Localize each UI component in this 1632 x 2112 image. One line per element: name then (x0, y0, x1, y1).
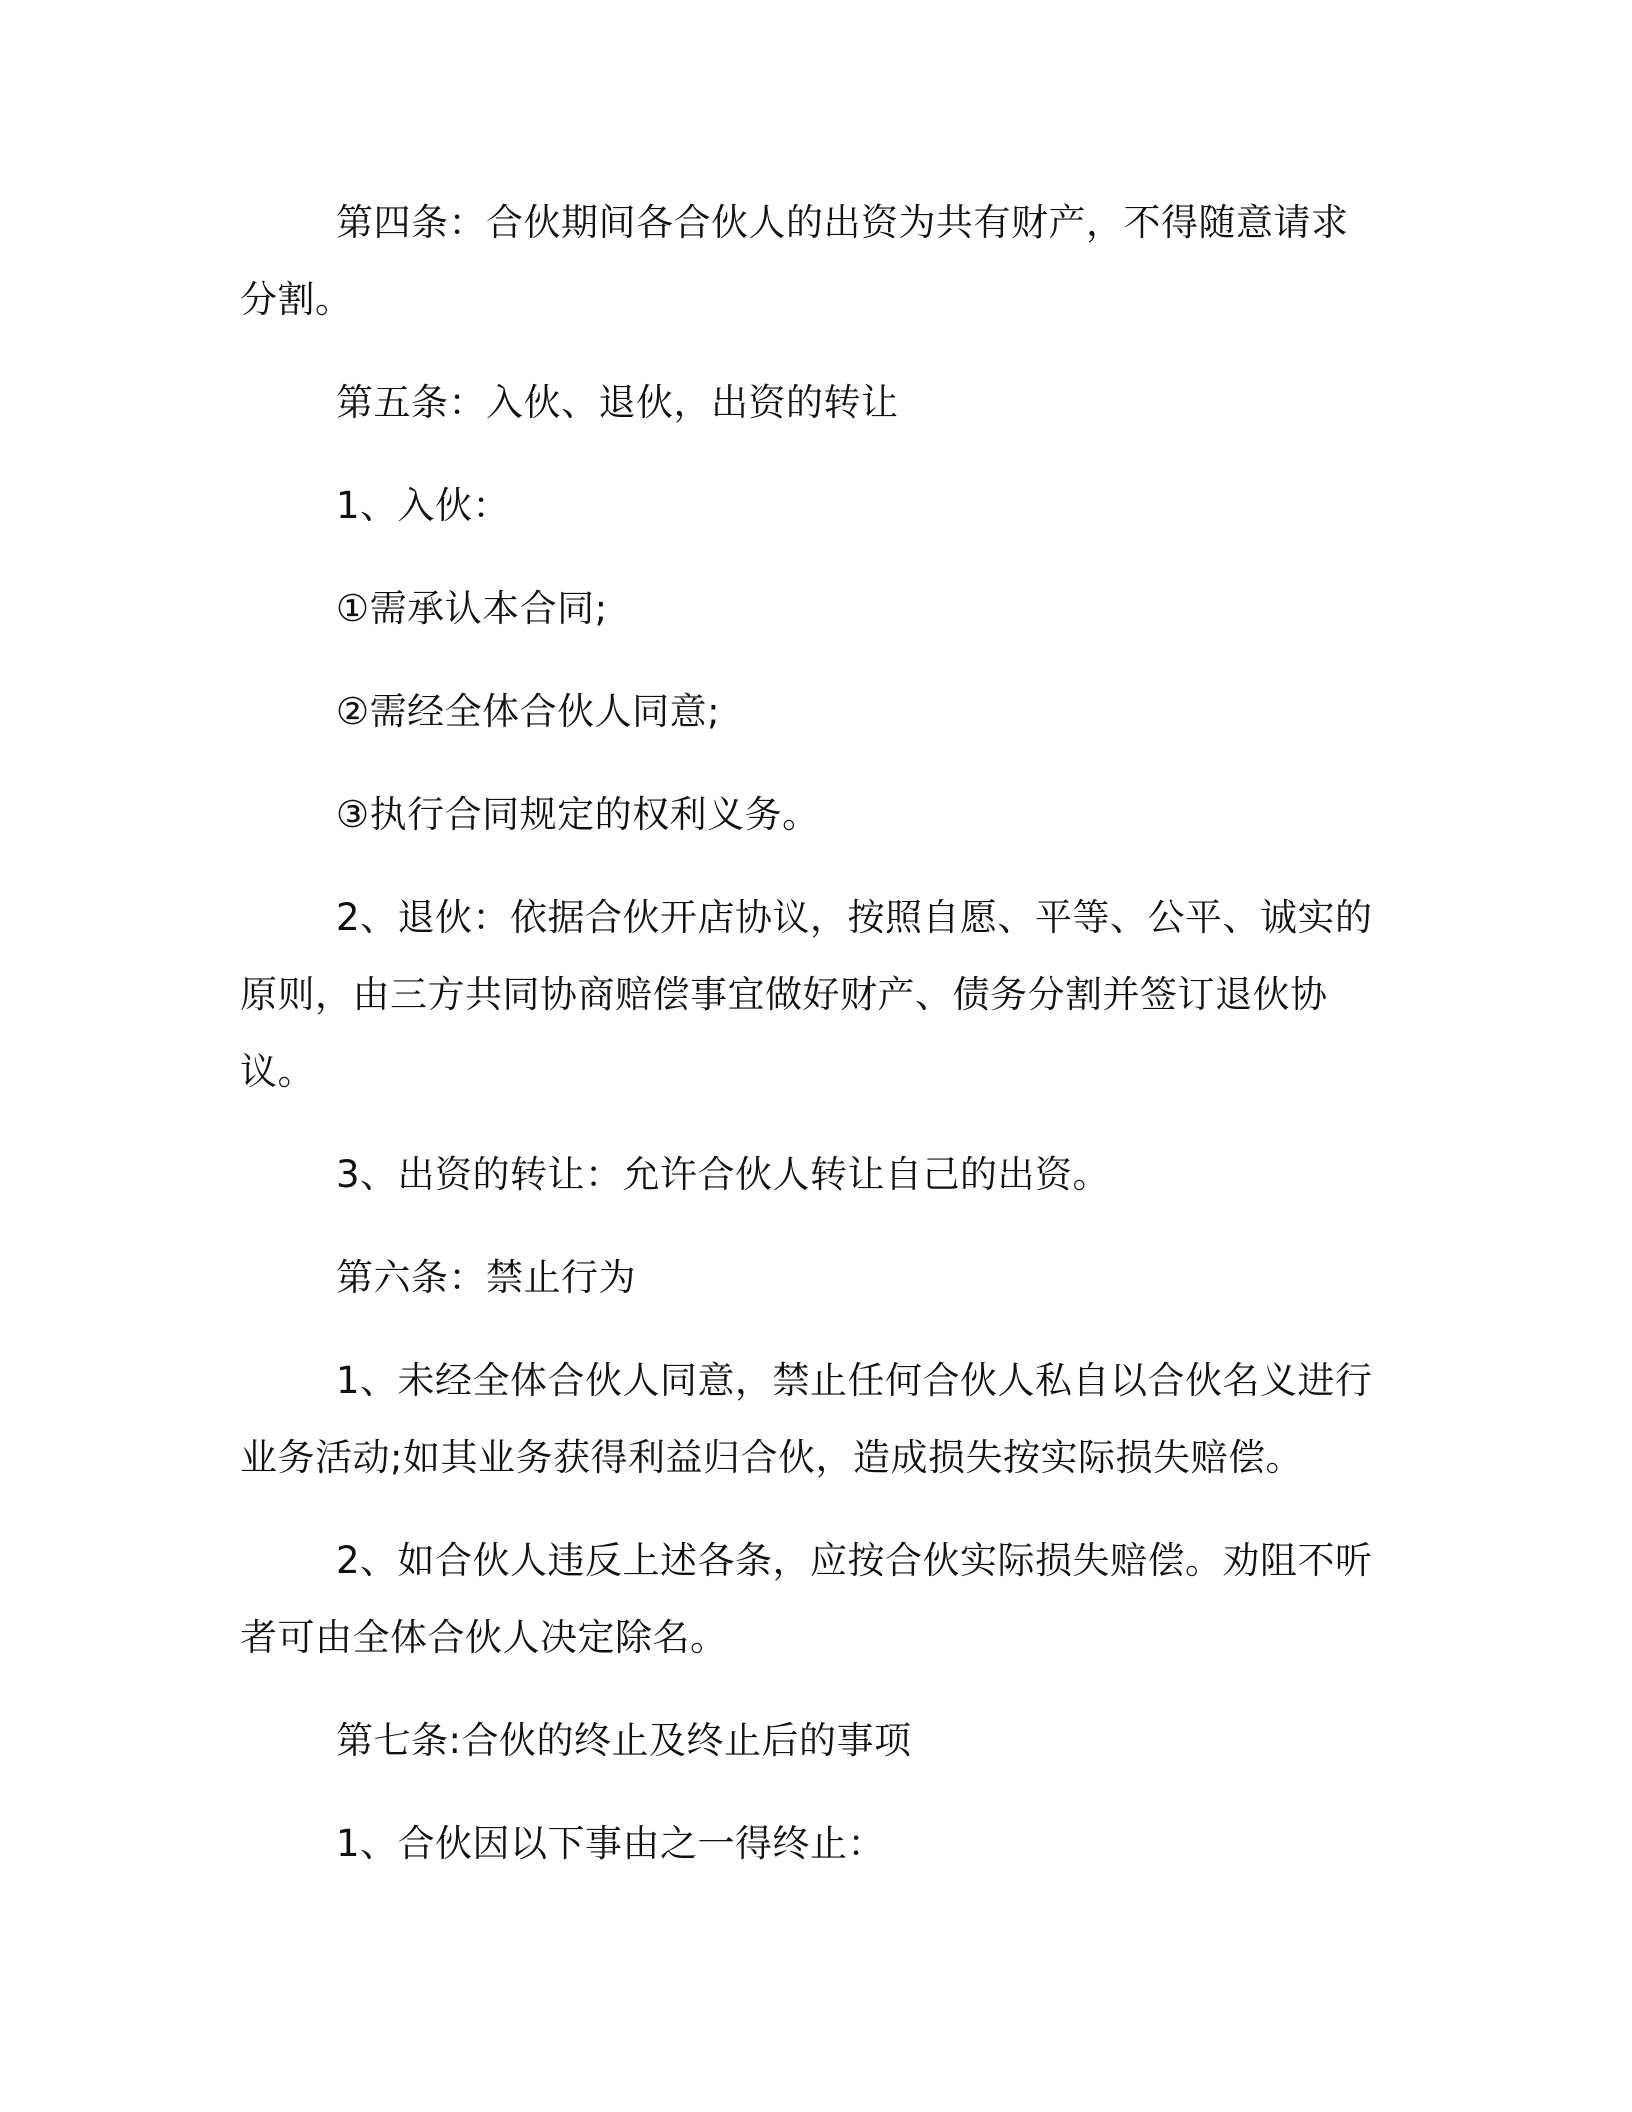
admission-item-3: ③执行合同规定的权利义务。 (336, 793, 820, 836)
admission-item-2: ②需经全体合伙人同意; (336, 690, 721, 733)
admission-item-1: ①需承认本合同; (336, 587, 608, 630)
article-5-heading: 第五条：入伙、退伙，出资的转让 (336, 381, 899, 424)
prohibition-item-2: 2、如合伙人违反上述各条，应按合伙实际损失赔偿。劝阻不听者可由全体合伙人决定除名。 (240, 1539, 1373, 1659)
withdrawal-paragraph: 2、退伙：依据合伙开店协议，按照自愿、平等、公平、诚实的原则，由三方共同协商赔偿事宜做好财产、债务分割并签订退伙协议。 (240, 896, 1373, 1093)
article-4-paragraph: 第四条：合伙期间各合伙人的出资为共有财产，不得随意请求分割。 (240, 201, 1349, 321)
document-body (240, 184, 1376, 1908)
article-7-heading: 第七条:合伙的终止及终止后的事项 (336, 1719, 912, 1762)
transfer-paragraph: 3、出资的转让：允许合伙人转让自己的出资。 (336, 1153, 1111, 1196)
prohibition-item-1: 1、未经全体合伙人同意，禁止任何合伙人私自以合伙名义进行业务活动;如其业务获得利益归合伙，造成损失按实际损失赔偿。 (240, 1359, 1373, 1479)
admission-heading: 1、入伙： (336, 484, 511, 527)
article-6-heading: 第六条：禁止行为 (336, 1256, 636, 1299)
termination-item-1: 1、合伙因以下事由之一得终止： (336, 1822, 886, 1865)
